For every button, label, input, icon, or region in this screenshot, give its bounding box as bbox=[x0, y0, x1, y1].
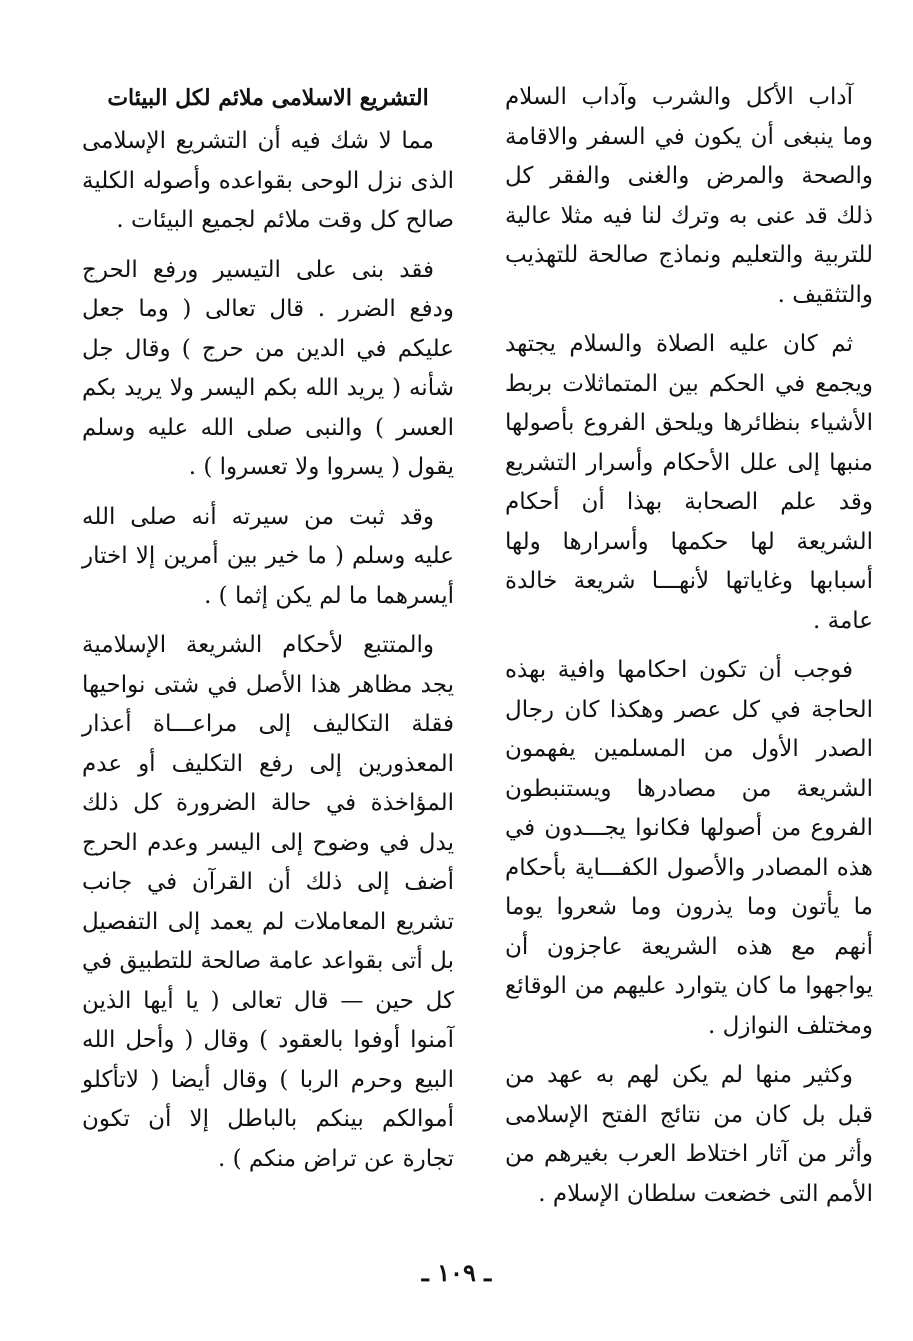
page-number: ـ ١٠٩ ـ bbox=[421, 1258, 492, 1287]
paragraph: والمتتبع لأحكام الشريعة الإسلامية يجد مظاهر هذا الأصل في شتى نواحيها فقلة التكاليف إلى مراعـــاة أعذار المعذورين إلى رفع التكليف أو عدم المؤاخذة في حالة الضرورة كل ذلك يدل في وضوح إلى اليسر وعدم الحرج أضف إلى ذلك أن القرآن في جانب تشريع المعاملات لم يعمد إلى التفصيل بل أتى بقواعد عامة صالحة للتطبيق في كل حين — قال تعالى ( يا أيها الذين آمنوا أوفوا بالعقود ) وقال ( وأحل الله البيع وحرم الربا ) وقال أيضا ( لاتأكلو أموالكم بينكم بالباطل إلا أن تكون تجارة عن تراض منكم ) . bbox=[82, 632, 454, 1172]
paragraph: مما لا شك فيه أن التشريع الإسلامى الذى نزل الوحى بقواعده وأصوله الكلية صالح كل وقت ملائم لجميع البيئات . bbox=[82, 128, 454, 233]
paragraph: فقد بنى على التيسير ورفع الحرج ودفع الضرر . قال تعالى ( وما جعل عليكم في الدين من حرج ) وقال جل شأنه ( يريد الله بكم اليسر ولا يريد بكم العسر ) والنبى صلى الله عليه وسلم يقول ( يسروا ولا تعسروا ) . bbox=[82, 256, 454, 480]
paragraph: آداب الأكل والشرب وآداب السلام وما ينبغى أن يكون في السفر والاقامة والصحة والمرض والغنى والفقر كل ذلك قد عنى به وترك لنا فيه مثلا عالية للتربية والتعليم ونماذج صالحة للتهذيب والتثقيف . bbox=[505, 84, 873, 308]
paragraph: فوجب أن تكون احكامها وافية بهذه الحاجة في كل عصر وهكذا كان رجال الصدر الأول من المسلمين يفهمون الشريعة من مصادرها ويستنبطون الفروع من أصولها فكانوا يجـــدون في هذه المصادر والأصول الكفـــاية بأحكام ما يأتون وما يذرون وما شعروا يوما أنهم مع هذه الشريعة عاجزون أن يواجهوا ما كان يتوارد عليهم من الوقائع ومختلف النوازل . bbox=[505, 657, 873, 1039]
paragraph: وقد ثبت من سيرته أنه صلى الله عليه وسلم ( ما خير بين أمرين إلا اختار أيسرهما ما لم يكن إثما ) . bbox=[82, 503, 454, 609]
right-column bbox=[505, 78, 873, 1224]
section-title: التشريع الاسلامى ملائم لكل البيئات bbox=[107, 85, 429, 111]
left-column bbox=[82, 78, 454, 1189]
paragraph: وكثير منها لم يكن لهم به عهد من قبل بل كان من نتائج الفتح الإسلامى وأثر من آثار اختلاط العرب بغيرهم من الأمم التى خضعت سلطان الإسلام . bbox=[505, 1062, 873, 1207]
paragraph: ثم كان عليه الصلاة والسلام يجتهد ويجمع في الحكم بين المتماثلات بربط الأشياء بنظائرها ويلحق الفروع بأصولها منبها إلى علل الأحكام وأسرار التشريع وقد علم الصحابة بهذا أن أحكام الشريعة لها حكمها وأسرارها ولها أسبابها وغاياتها لأنهـــا شريعة خالدة عامة . bbox=[505, 331, 873, 634]
